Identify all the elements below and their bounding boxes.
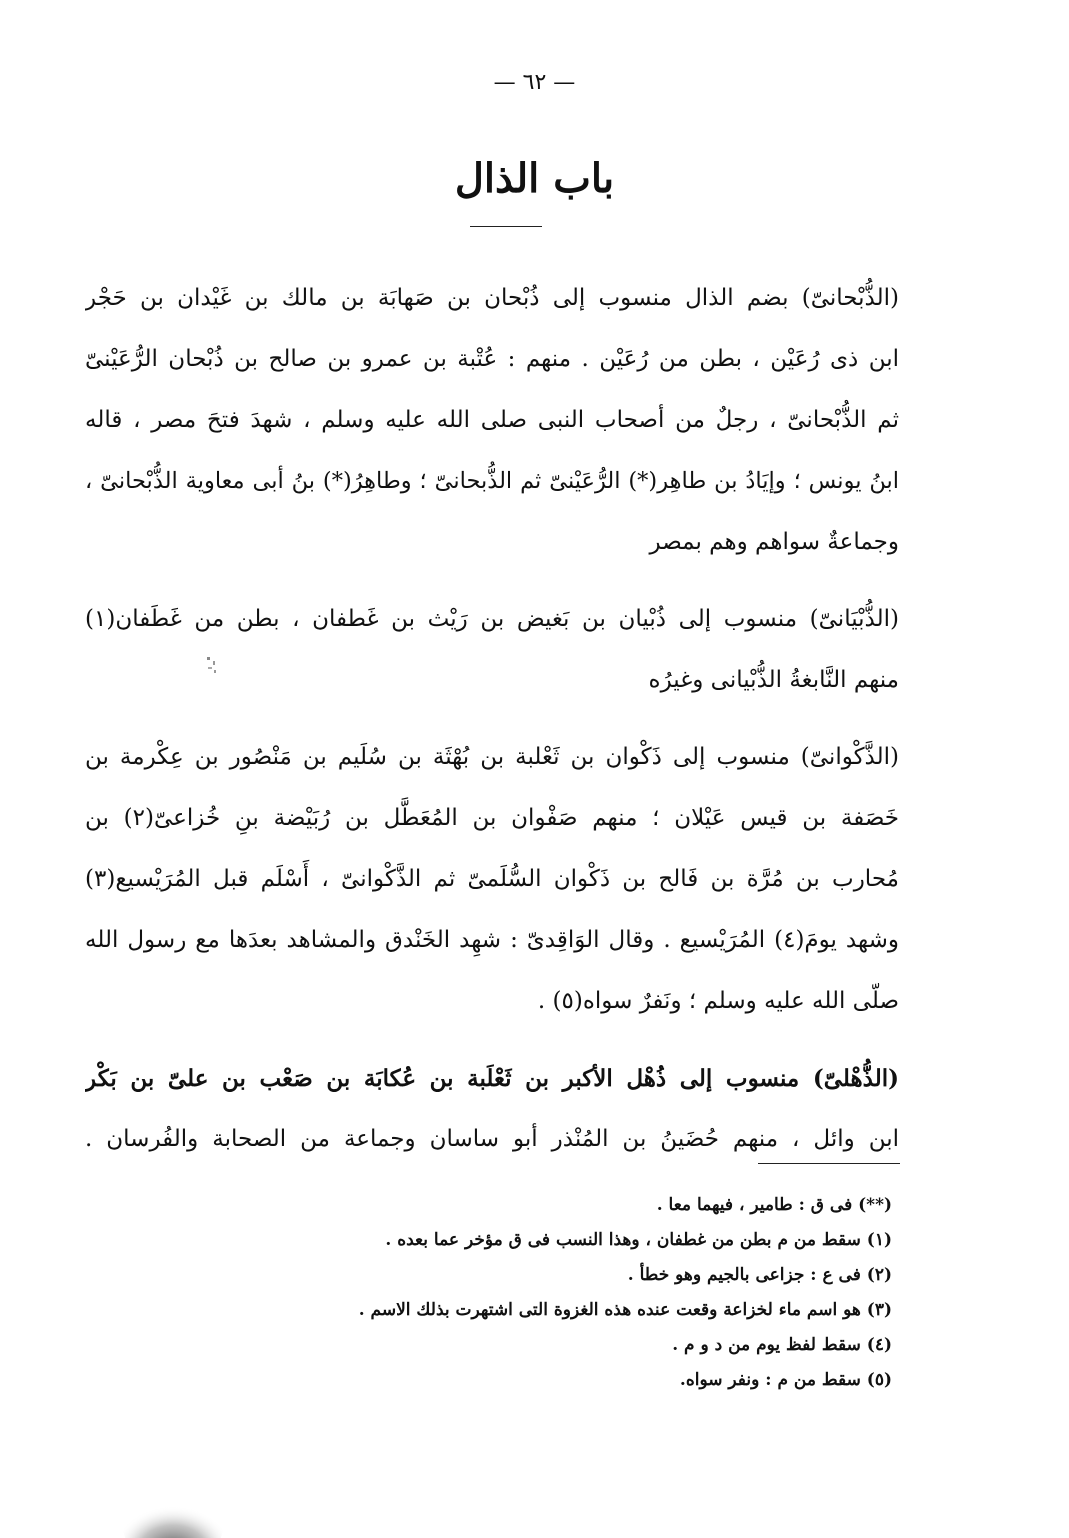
entry-line: منهم النَّابغةُ الذُّبْيانى وغيرُه bbox=[648, 667, 899, 693]
entry-line: ابن وائل ، منهم حُضَينُ بن المُنْذر أبو ساسان وجماعة من الصحابة والفُرسان . bbox=[85, 1126, 899, 1152]
footnote: (٢) فى ع : جزاعى بالجيم وهو خطأ . bbox=[627, 1265, 892, 1285]
entry-dhuhli bbox=[85, 1048, 899, 1170]
entry-line: وشهد يومَ(٤) المُرَيْسيع . وقال الوَاقِدىّ : شهِد الخَنْدق والمشاهد بعدَها مع رسول الله bbox=[85, 927, 899, 953]
entry-line: مُحارب بن مُرَّة بن فَالح بن ذَكْوان السُّلَمىّ ثم الذَّكْوانىّ ، أَسْلَم قبل المُرَيْسيع(٣) bbox=[85, 866, 899, 892]
entry-line: (الذُّهْلىّ) منسوب إلى ذُهْل الأكبر بن ثَعْلَبة بن عُكابَة بن صَعْب بن علىّ بن بَكْر bbox=[85, 1065, 899, 1092]
footnote: (٤) سقط لفظ يوم من د و م . bbox=[672, 1335, 892, 1355]
footnotes bbox=[300, 1188, 892, 1398]
scan-speck bbox=[205, 655, 219, 675]
entry-line: وجماعةٌ سواهم وهم بمصر bbox=[649, 529, 899, 555]
footnote: (٣) هو اسم ماء لخزاعة وقعت عنده هذه الغزوة التى اشتهرت بذلك الاسم . bbox=[358, 1300, 892, 1320]
entry-line: خَصَفة بن قيس عَيْلان ؛ منهم صَفْوان بن المُعَطَّل بن رُبَيْضة بنِ خُزاعىّ(٢) بن bbox=[85, 805, 899, 831]
entry-line: ابنُ يونس ؛ وإيَادُ بن طاهِر(*) الرُّعَيْنىّ ثم الذُّبحانىّ ؛ وطاهِرُ(*) بنُ أبى معاوية الذُّبْحانىّ ، bbox=[85, 468, 899, 494]
entry-dhubyani bbox=[85, 589, 899, 711]
entries bbox=[85, 268, 899, 1186]
footnote: (٥) سقط من م : ونفر سواه. bbox=[679, 1370, 892, 1390]
entry-line: صلّى الله عليه وسلم ؛ ونَفرٌ سواه(٥) . bbox=[537, 988, 899, 1014]
chapter-title: باب الذال bbox=[454, 155, 615, 202]
entry-line: (الذَّكْوانىّ) منسوب إلى ذَكْوان بن ثَعْلبة بن بُهْثَة بن سُلَيم بن مَنْصُور بن عِكْرمة بن bbox=[85, 744, 899, 770]
title-rule bbox=[470, 226, 542, 227]
footnote: (١) سقط من م بطن من غطفان ، وهذا النسب فى ق مؤخر عما بعده . bbox=[385, 1230, 892, 1250]
entry-dhakwani bbox=[85, 727, 899, 1032]
entry-line: (الذُّبْيَانىّ) منسوب إلى ذُبْيان بن بَغيض بن رَيْث بن غَطفان ، بطن من غَطَفان(١) bbox=[85, 606, 899, 632]
entry-dhubhani bbox=[85, 268, 899, 573]
footnote: (**) فى ق : طامير ، فيهما معا . bbox=[656, 1195, 892, 1215]
page-number: — ٦٢ — bbox=[493, 70, 576, 95]
entry-line: ابن ذى رُعَيْن ، بطن من رُعَيْن . منهم : عُتْبة بن عمرو بن صالح بن ذُبْحان الرُّعَيْنىّ bbox=[85, 346, 899, 372]
scan-smudge bbox=[118, 1448, 228, 1538]
entry-line: ثم الذُّبْحانىّ ، رجلٌ من أصحاب النبى صلى الله عليه وسلم ، شهدَ فتحَ مصر ، قاله bbox=[85, 407, 899, 433]
footnote-rule bbox=[758, 1163, 900, 1164]
entry-line: (الذُّبْحانىّ) بضم الذال منسوب إلى ذُبْحان بن صَهابَة بن مالك بن غَيْدان بن حَجْر bbox=[85, 285, 899, 311]
